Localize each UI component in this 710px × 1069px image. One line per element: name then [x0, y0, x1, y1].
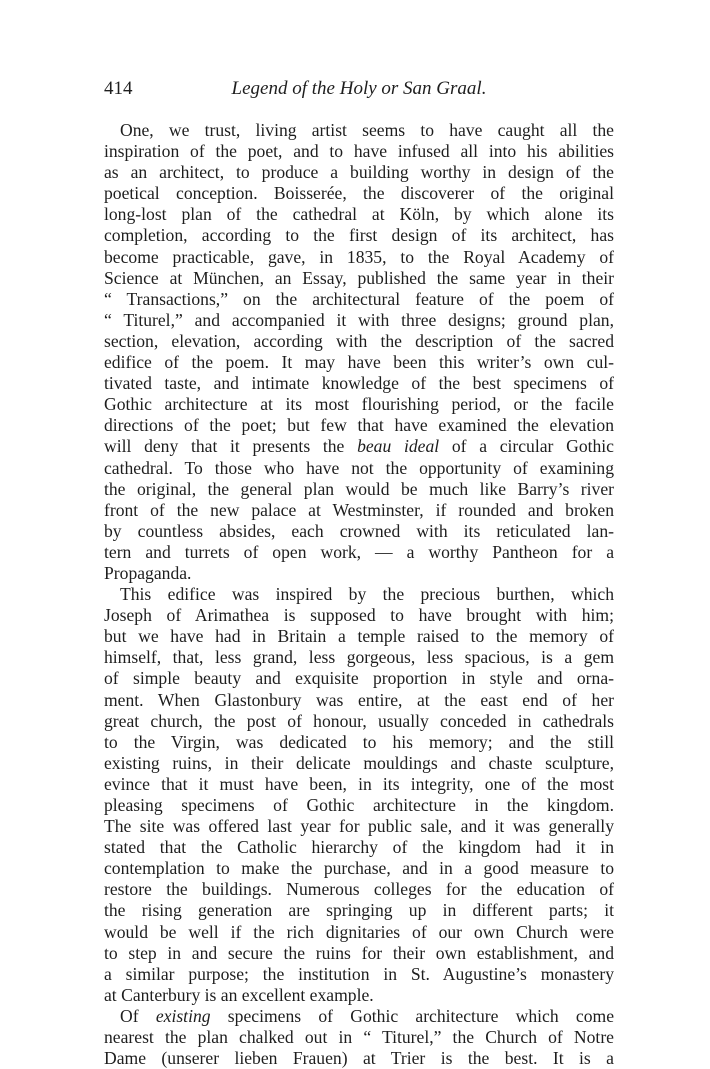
- line-text: One, we trust, living artist seems to have caught all the: [120, 120, 614, 140]
- line-text: to the Virgin, was dedicated to his memory; and the still: [104, 731, 614, 752]
- text-line: [104, 373, 614, 394]
- line-text: Dame (unserer lieben Frauen) at Trier is the best. It is a: [104, 1048, 614, 1069]
- line-text: by countless absides, each crowned with its reticulated lan-: [104, 520, 614, 541]
- line-text: evince that it must have been, in its integrity, one of the most: [104, 773, 614, 794]
- text-line: [104, 500, 614, 521]
- line-text: at Canterbury is an excellent example.: [104, 984, 374, 1005]
- line-text: a similar purpose; the institution in St. Augustine’s monastery: [104, 963, 614, 984]
- line-text: Gothic architecture at its most flourishing period, or the facile: [104, 394, 614, 415]
- text-line: [104, 1027, 614, 1048]
- line-text: cathedral. To those who have not the opportunity of examining: [104, 457, 614, 478]
- text-line: [104, 542, 614, 563]
- running-title: Legend of the Holy or San Graal.: [231, 78, 487, 99]
- italic-phrase: beau ideal: [357, 436, 440, 457]
- line-text: the original, the general plan would be much like Barry’s river: [104, 478, 614, 499]
- text-line: [104, 225, 614, 246]
- italic-phrase: existing: [155, 1005, 211, 1026]
- text-line: [104, 964, 614, 985]
- line-text: pleasing specimens of Gothic architecture in the kingdom.: [104, 795, 614, 815]
- text-line: [104, 1048, 614, 1069]
- line-text: contemplation to make the purchase, and in a good measure to: [104, 858, 614, 879]
- text-line: [104, 247, 614, 268]
- text-line: [104, 436, 614, 457]
- text-line: [104, 183, 614, 204]
- line-text: Joseph of Arimathea is supposed to have brought with him;: [104, 605, 614, 626]
- text-line: [104, 289, 614, 310]
- line-text: directions of the poet; but few that have examined the elevation: [104, 415, 614, 436]
- text-line: [104, 753, 614, 774]
- text-line: [104, 943, 614, 964]
- text-line: [104, 415, 614, 436]
- page-header: [104, 78, 614, 106]
- line-text: himself, that, less grand, less gorgeous, less spacious, is a gem: [104, 647, 614, 668]
- line-text: Propaganda.: [104, 562, 192, 583]
- line-text: Of: [120, 1005, 156, 1026]
- text-line: [104, 626, 614, 647]
- text-line: [104, 521, 614, 542]
- line-text: front of the new palace at Westminster, if rounded and broken: [104, 499, 614, 520]
- text-line: [104, 141, 614, 162]
- text-line: [104, 605, 614, 626]
- line-text: This edifice was inspired by the precious burthen, which: [120, 584, 614, 605]
- text-line: [104, 711, 614, 732]
- line-text: “ Transactions,” on the architectural feature of the poem of: [104, 288, 614, 309]
- text-line: [104, 774, 614, 795]
- text-line: [104, 795, 614, 816]
- text-line: [104, 690, 614, 711]
- line-text: poetical conception. Boisserée, the discoverer of the original: [104, 183, 614, 204]
- line-text: edifice of the poem. It may have been this writer’s own cul-: [104, 352, 614, 373]
- line-text: will deny that it presents the: [104, 436, 358, 457]
- line-text: completion, according to the first design of its architect, has: [104, 225, 614, 246]
- text-line: [104, 479, 614, 500]
- line-text: nearest the plan chalked out in “ Titurel,” the Church of Notre: [104, 1027, 614, 1048]
- line-text: stated that the Catholic hierarchy of the kingdom had it in: [104, 837, 614, 858]
- text-line: [104, 858, 614, 879]
- text-line: [104, 668, 614, 689]
- text-line: [104, 1006, 614, 1027]
- text-line: [104, 985, 614, 1006]
- line-text-continued: specimens of Gothic architecture which come: [210, 1005, 615, 1026]
- text-line: [104, 647, 614, 668]
- text-line: [104, 352, 614, 373]
- line-text: Science at München, an Essay, published the same year in their: [104, 267, 614, 288]
- line-text: section, elevation, according with the description of the sacred: [104, 330, 614, 351]
- line-text: to step in and secure the ruins for their own establishment, and: [104, 942, 614, 963]
- line-text: but we have had in Britain a temple raised to the memory of: [104, 626, 614, 647]
- text-line: [104, 120, 614, 141]
- text-line: [104, 331, 614, 352]
- line-text: tern and turrets of open work, — a worthy Pantheon for a: [104, 541, 614, 562]
- text-line: [104, 310, 614, 331]
- text-line: [104, 816, 614, 837]
- text-line: [104, 394, 614, 415]
- line-text-continued: of a circular Gothic: [439, 436, 614, 457]
- line-text: “ Titurel,” and accompanied it with three designs; ground plan,: [104, 309, 614, 330]
- text-line: [104, 204, 614, 225]
- body-text: [104, 120, 614, 1069]
- text-line: [104, 563, 614, 584]
- line-text: would be well if the rich dignitaries of our own Church were: [104, 921, 614, 942]
- text-line: [104, 732, 614, 753]
- line-text: ment. When Glastonbury was entire, at the east end of her: [104, 689, 614, 710]
- line-text: existing ruins, in their delicate mouldings and chaste sculpture,: [104, 752, 614, 773]
- text-line: [104, 584, 614, 605]
- page-number: 414: [104, 78, 133, 99]
- line-text: restore the buildings. Numerous colleges for the education of: [104, 879, 614, 900]
- text-line: [104, 268, 614, 289]
- line-text: as an architect, to produce a building worthy in design of the: [104, 162, 614, 183]
- line-text: great church, the post of honour, usually conceded in cathedrals: [104, 710, 614, 731]
- line-text: tivated taste, and intimate knowledge of the best specimens of: [104, 373, 614, 394]
- line-text: The site was offered last year for public sale, and it was generally: [104, 816, 614, 837]
- text-line: [104, 837, 614, 858]
- text-line: [104, 458, 614, 479]
- text-line: [104, 162, 614, 183]
- text-line: [104, 879, 614, 900]
- line-text: the rising generation are springing up in different parts; it: [104, 900, 614, 921]
- line-text: long-lost plan of the cathedral at Köln, by which alone its: [104, 204, 614, 225]
- text-line: [104, 900, 614, 921]
- line-text: become practicable, gave, in 1835, to the Royal Academy of: [104, 246, 614, 267]
- line-text: inspiration of the poet, and to have infused all into his abilities: [104, 141, 614, 162]
- text-line: [104, 922, 614, 943]
- line-text: of simple beauty and exquisite proportion in style and orna-: [104, 668, 614, 689]
